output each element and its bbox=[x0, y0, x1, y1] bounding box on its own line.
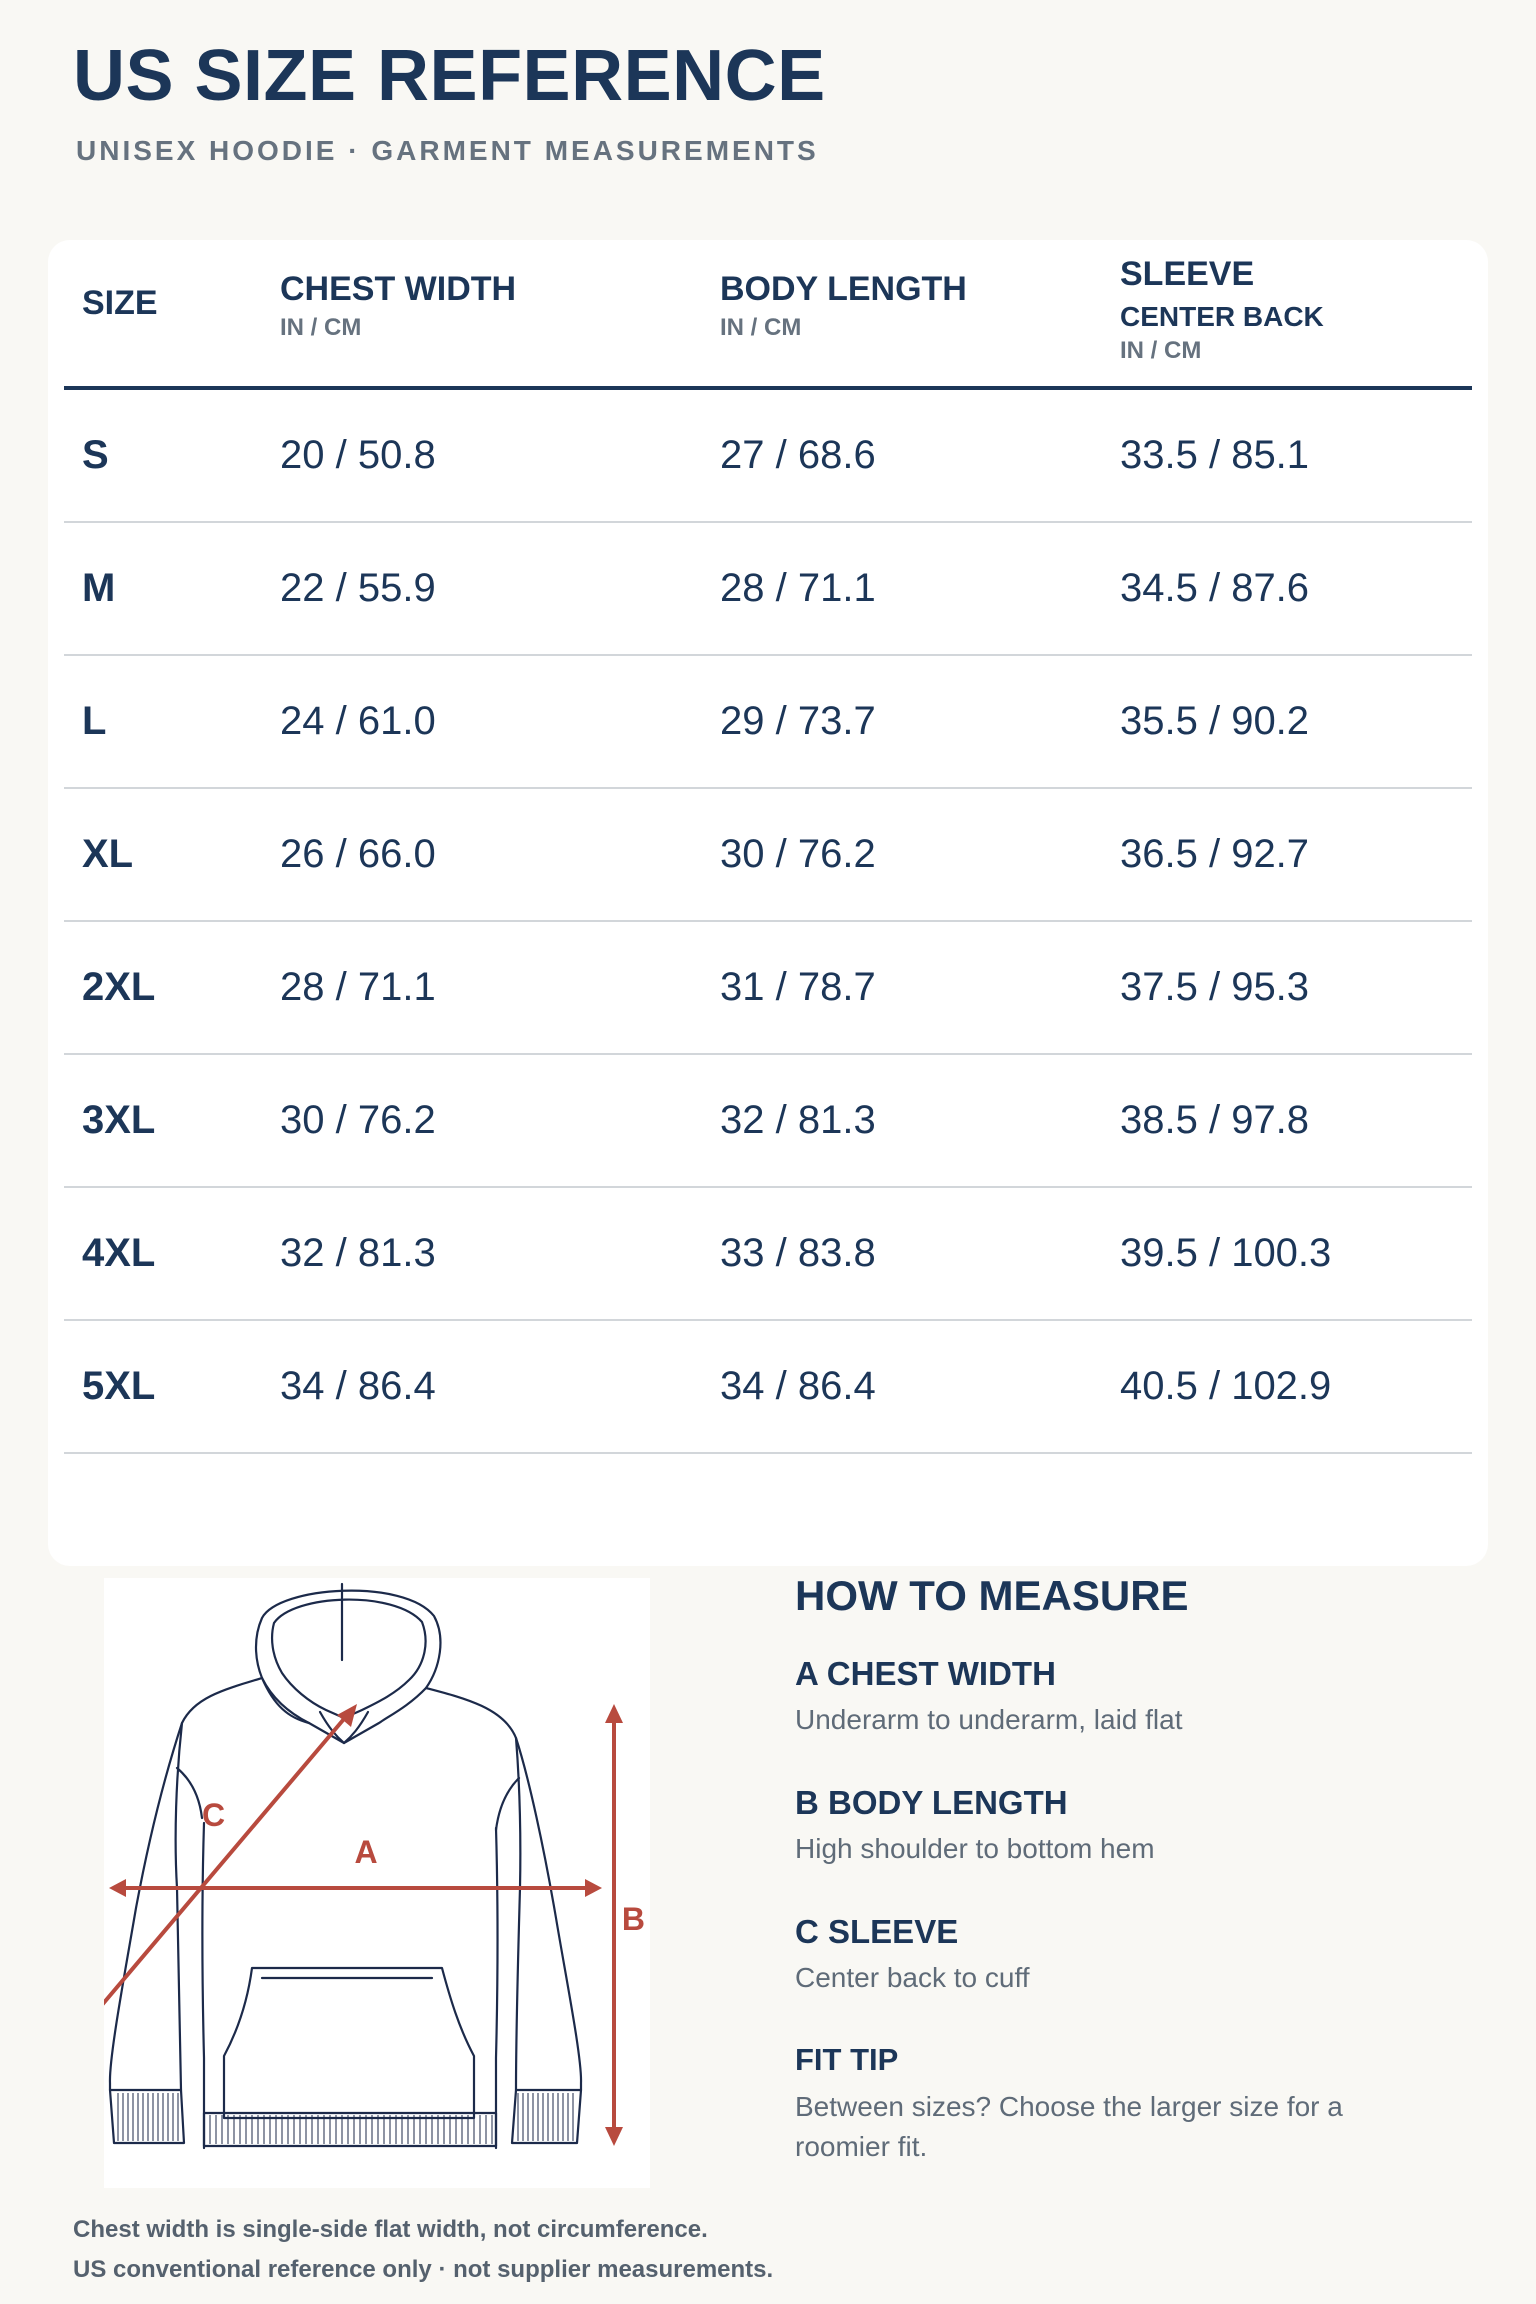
measure-description: Center back to cuff bbox=[795, 1962, 1030, 1993]
size-table bbox=[64, 240, 1472, 1454]
sleeve-cell: 38.5 / 97.8 bbox=[1120, 1098, 1310, 1142]
label-c: C bbox=[202, 1797, 226, 1833]
column-header-body-length bbox=[720, 272, 967, 340]
measure-label: C SLEEVE bbox=[795, 1913, 959, 1950]
footnote-chest: Chest width is single-side flat width, not circumference. bbox=[73, 2216, 708, 2243]
table-row bbox=[64, 1188, 1472, 1321]
how-to-measure-title: HOW TO MEASURE bbox=[795, 1572, 1189, 1619]
table-row bbox=[64, 1321, 1472, 1454]
hoodie-illustration bbox=[104, 1578, 650, 2188]
table-row bbox=[64, 922, 1472, 1055]
fit-tip-text: Between sizes? Choose the larger size for a roomier fit. bbox=[795, 2091, 1343, 2162]
arrowhead bbox=[585, 1879, 602, 1897]
chest-width-cell: 28 / 71.1 bbox=[280, 965, 436, 1009]
measure-item-length bbox=[795, 1786, 1495, 1863]
label-a: A bbox=[354, 1834, 378, 1870]
column-header-sleeve bbox=[1120, 257, 1324, 363]
hoodie-outline bbox=[110, 1584, 581, 2148]
sleeve-cell: 33.5 / 85.1 bbox=[1120, 433, 1310, 477]
chest-width-cell: 30 / 76.2 bbox=[280, 1098, 436, 1142]
how-to-measure-section bbox=[795, 1572, 1495, 2167]
sleeve-cell: 35.5 / 90.2 bbox=[1120, 699, 1310, 743]
measure-description: Underarm to underarm, laid flat bbox=[795, 1704, 1183, 1735]
body-length-cell: 31 / 78.7 bbox=[720, 965, 876, 1009]
table-row bbox=[64, 390, 1472, 523]
arrowhead bbox=[605, 1704, 623, 1723]
table-body bbox=[64, 390, 1472, 1454]
body-length-cell: 27 / 68.6 bbox=[720, 433, 876, 477]
measure-description: High shoulder to bottom hem bbox=[795, 1833, 1155, 1864]
table-row bbox=[64, 1055, 1472, 1188]
sleeve-cell: 34.5 / 87.6 bbox=[1120, 566, 1310, 610]
sleeve-cell: 37.5 / 95.3 bbox=[1120, 965, 1310, 1009]
measure-label: A CHEST WIDTH bbox=[795, 1655, 1056, 1692]
fit-tip-label: FIT TIP bbox=[795, 2042, 899, 2077]
size-cell: 3XL bbox=[82, 1098, 156, 1142]
page-title: US SIZE REFERENCE bbox=[73, 36, 826, 116]
chest-width-cell: 24 / 61.0 bbox=[280, 699, 436, 743]
measure-label: B BODY LENGTH bbox=[795, 1784, 1068, 1821]
body-length-cell: 28 / 71.1 bbox=[720, 566, 876, 610]
sleeve-cell: 36.5 / 92.7 bbox=[1120, 832, 1310, 876]
size-cell: M bbox=[82, 566, 116, 610]
table-row bbox=[64, 523, 1472, 656]
sleeve-arrow bbox=[104, 1713, 349, 2038]
measure-item-chest bbox=[795, 1657, 1495, 1734]
hoodie-diagram bbox=[104, 1578, 650, 2188]
column-header-chest-width bbox=[280, 272, 516, 340]
size-cell: XL bbox=[82, 832, 134, 876]
column-header-label: SIZE bbox=[82, 284, 158, 322]
arrowhead bbox=[605, 2127, 623, 2146]
footnote-reference: US conventional reference only · not supplier measurements. bbox=[73, 2256, 774, 2283]
body-length-cell: 33 / 83.8 bbox=[720, 1231, 876, 1275]
column-header-label: CHEST WIDTH bbox=[280, 270, 517, 308]
page-subtitle: UNISEX HOODIE · GARMENT MEASUREMENTS bbox=[76, 135, 819, 166]
column-header-unit: IN / CM bbox=[720, 314, 802, 341]
chest-width-cell: 22 / 55.9 bbox=[280, 566, 436, 610]
table-row bbox=[64, 789, 1472, 922]
sleeve-cell: 40.5 / 102.9 bbox=[1120, 1364, 1332, 1408]
body-length-cell: 32 / 81.3 bbox=[720, 1098, 876, 1142]
body-length-cell: 34 / 86.4 bbox=[720, 1364, 876, 1408]
column-header-label: SLEEVE bbox=[1120, 255, 1255, 293]
column-header-size bbox=[82, 286, 158, 320]
chest-width-cell: 32 / 81.3 bbox=[280, 1231, 436, 1275]
label-b: B bbox=[621, 1901, 645, 1937]
column-header-label: BODY LENGTH bbox=[720, 270, 967, 308]
size-cell: 2XL bbox=[82, 965, 156, 1009]
table-header bbox=[64, 240, 1472, 390]
body-length-cell: 29 / 73.7 bbox=[720, 699, 876, 743]
body-length-cell: 30 / 76.2 bbox=[720, 832, 876, 876]
chest-width-cell: 26 / 66.0 bbox=[280, 832, 436, 876]
size-cell: 5XL bbox=[82, 1364, 156, 1408]
arrowhead bbox=[109, 1879, 126, 1897]
sleeve-cell: 39.5 / 100.3 bbox=[1120, 1231, 1332, 1275]
column-header-sublabel: CENTER BACK bbox=[1120, 301, 1324, 332]
column-header-unit: IN / CM bbox=[1120, 337, 1202, 364]
size-cell: S bbox=[82, 433, 109, 477]
column-header-unit: IN / CM bbox=[280, 314, 362, 341]
size-cell: 4XL bbox=[82, 1231, 156, 1275]
chest-width-cell: 34 / 86.4 bbox=[280, 1364, 436, 1408]
measure-item-sleeve bbox=[795, 1915, 1495, 1992]
size-cell: L bbox=[82, 699, 107, 743]
chest-width-cell: 20 / 50.8 bbox=[280, 433, 436, 477]
table-row bbox=[64, 656, 1472, 789]
